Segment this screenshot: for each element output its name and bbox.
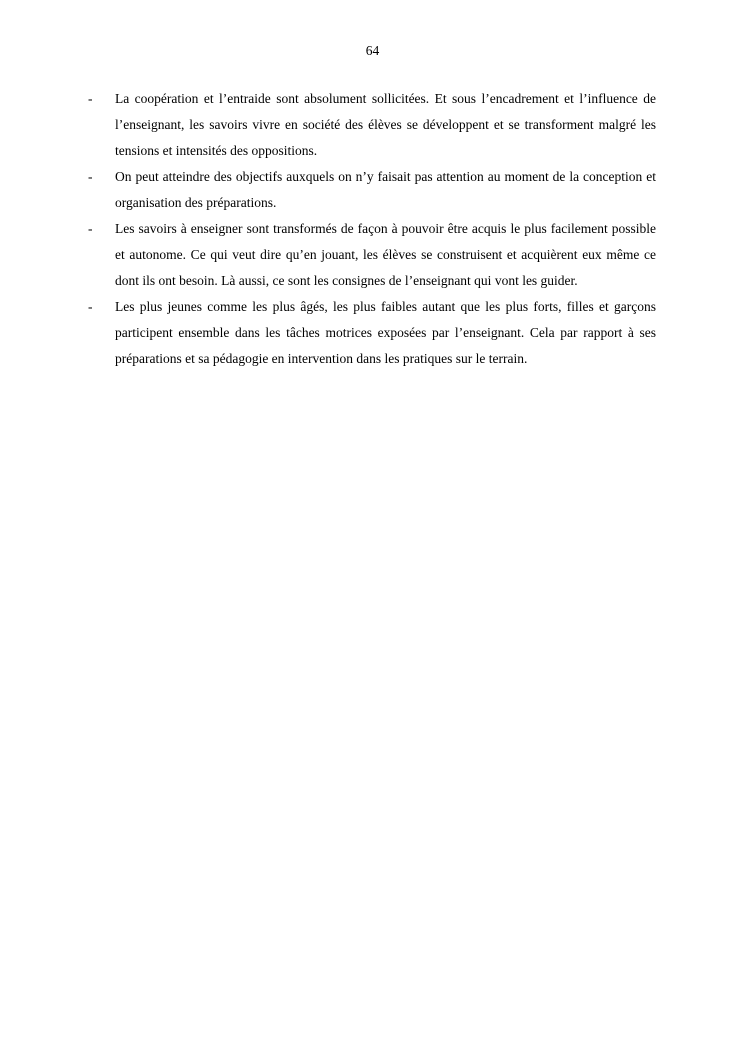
list-item — [0, 164, 745, 216]
bullet-text: Les plus jeunes comme les plus âgés, les plus faibles autant que les plus forts, filles et garçons participent ensemble dans les tâches motrices exposées par l’enseignant. Cela par rapport à ses préparations et sa pédagogie en intervention dans les pratiques sur le terrain. — [115, 299, 656, 366]
bullet-text: Les savoirs à enseigner sont transformés de façon à pouvoir être acquis le plus facilement possible et autonome. Ce qui veut dire qu’en jouant, les élèves se construisent et acquièrent eux même ce dont ils ont besoin. Là aussi, ce sont les consignes de l’enseignant qui vont les guider. — [115, 221, 656, 288]
bullet-list — [0, 86, 745, 372]
bullet-marker: - — [88, 299, 93, 314]
bullet-text: On peut atteindre des objectifs auxquels on n’y faisait pas attention au moment de la conception et organisation des préparations. — [115, 169, 656, 210]
bullet-marker: - — [88, 169, 93, 184]
list-item — [0, 86, 745, 164]
page-number: 64 — [365, 43, 380, 58]
bullet-text: La coopération et l’entraide sont absolument sollicitées. Et sous l’encadrement et l’influence de l’enseignant, les savoirs vivre en société des élèves se développent et se transforment malgré les tensions et intensités des oppositions. — [115, 91, 656, 158]
list-item — [0, 216, 745, 294]
list-item — [0, 294, 745, 372]
bullet-marker: - — [88, 221, 93, 236]
bullet-marker: - — [88, 91, 93, 106]
